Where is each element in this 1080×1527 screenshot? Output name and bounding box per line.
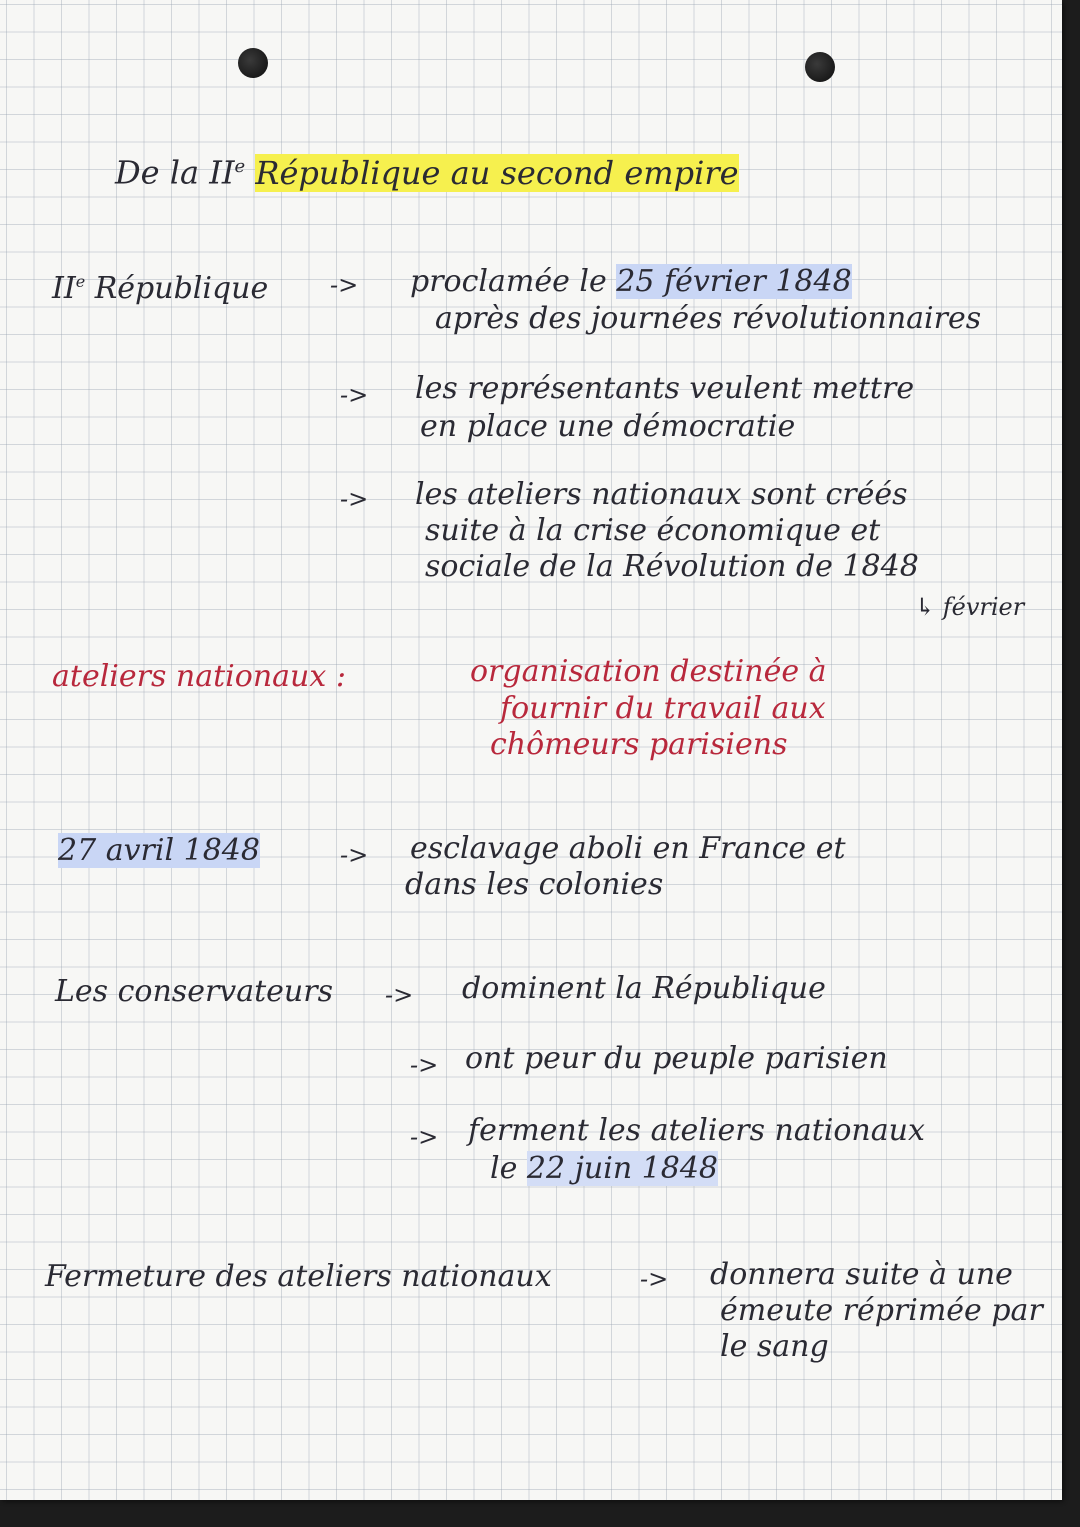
section3-item3-line2: le 22 juin 1848 [490, 1151, 719, 1186]
arrow: -> [385, 981, 414, 1009]
section1-item3-line1: les ateliers nationaux sont créés [415, 477, 908, 512]
section4-line1: donnera suite à une [710, 1257, 1013, 1292]
section1-item1: proclamée le 25 février 1848 [410, 264, 852, 299]
section1-item2-line1: les représentants veulent mettre [415, 371, 915, 406]
section4-label: Fermeture des ateliers nationaux [45, 1259, 552, 1294]
definition-line3: chômeurs parisiens [490, 727, 788, 762]
punch-hole-left [238, 48, 268, 78]
section1-item3-line3: sociale de la Révolution de 1848 [425, 549, 919, 584]
section3-item2: ont peur du peuple parisien [465, 1041, 888, 1076]
arrow: -> [410, 1051, 439, 1079]
definition-line2: fournir du travail aux [500, 691, 826, 726]
section4-line2: émeute réprimée par [720, 1293, 1043, 1328]
title-sup: e [234, 156, 246, 177]
title-part2: République au second empire [255, 153, 739, 192]
section3-item3-line1: ferment les ateliers nationaux [468, 1113, 925, 1148]
date-highlight: 22 juin 1848 [526, 1151, 719, 1186]
section2-line1: esclavage aboli en France et [410, 831, 846, 866]
date-highlight: 27 avril 1848 [58, 833, 260, 868]
definition-line1: organisation destinée à [470, 654, 827, 689]
section4-line3: le sang [720, 1329, 829, 1364]
arrow: -> [640, 1265, 669, 1293]
arrow: -> [410, 1123, 439, 1151]
arrow: -> [340, 381, 369, 409]
arrow: -> [340, 485, 369, 513]
punch-hole-right [805, 52, 835, 82]
section1-item2-line2: en place une démocratie [420, 409, 796, 444]
section1-item1-cont: après des journées révolutionnaires [435, 301, 982, 336]
definition-term: ateliers nationaux : [52, 659, 346, 694]
section2-date [58, 834, 260, 868]
title-part1: De la II [115, 153, 235, 192]
arrow: -> [330, 271, 359, 299]
section3-item1: dominent la République [462, 971, 826, 1006]
section3-label: Les conservateurs [55, 974, 333, 1009]
section1-item3-note: ↳ février [915, 593, 1025, 621]
arrow: -> [340, 841, 369, 869]
section2-line2: dans les colonies [405, 867, 664, 902]
date-highlight: 25 février 1848 [616, 264, 852, 299]
section1-item3-line2: suite à la crise économique et [425, 513, 881, 548]
page-title [115, 150, 739, 190]
section1-label: IIe République [52, 271, 269, 306]
